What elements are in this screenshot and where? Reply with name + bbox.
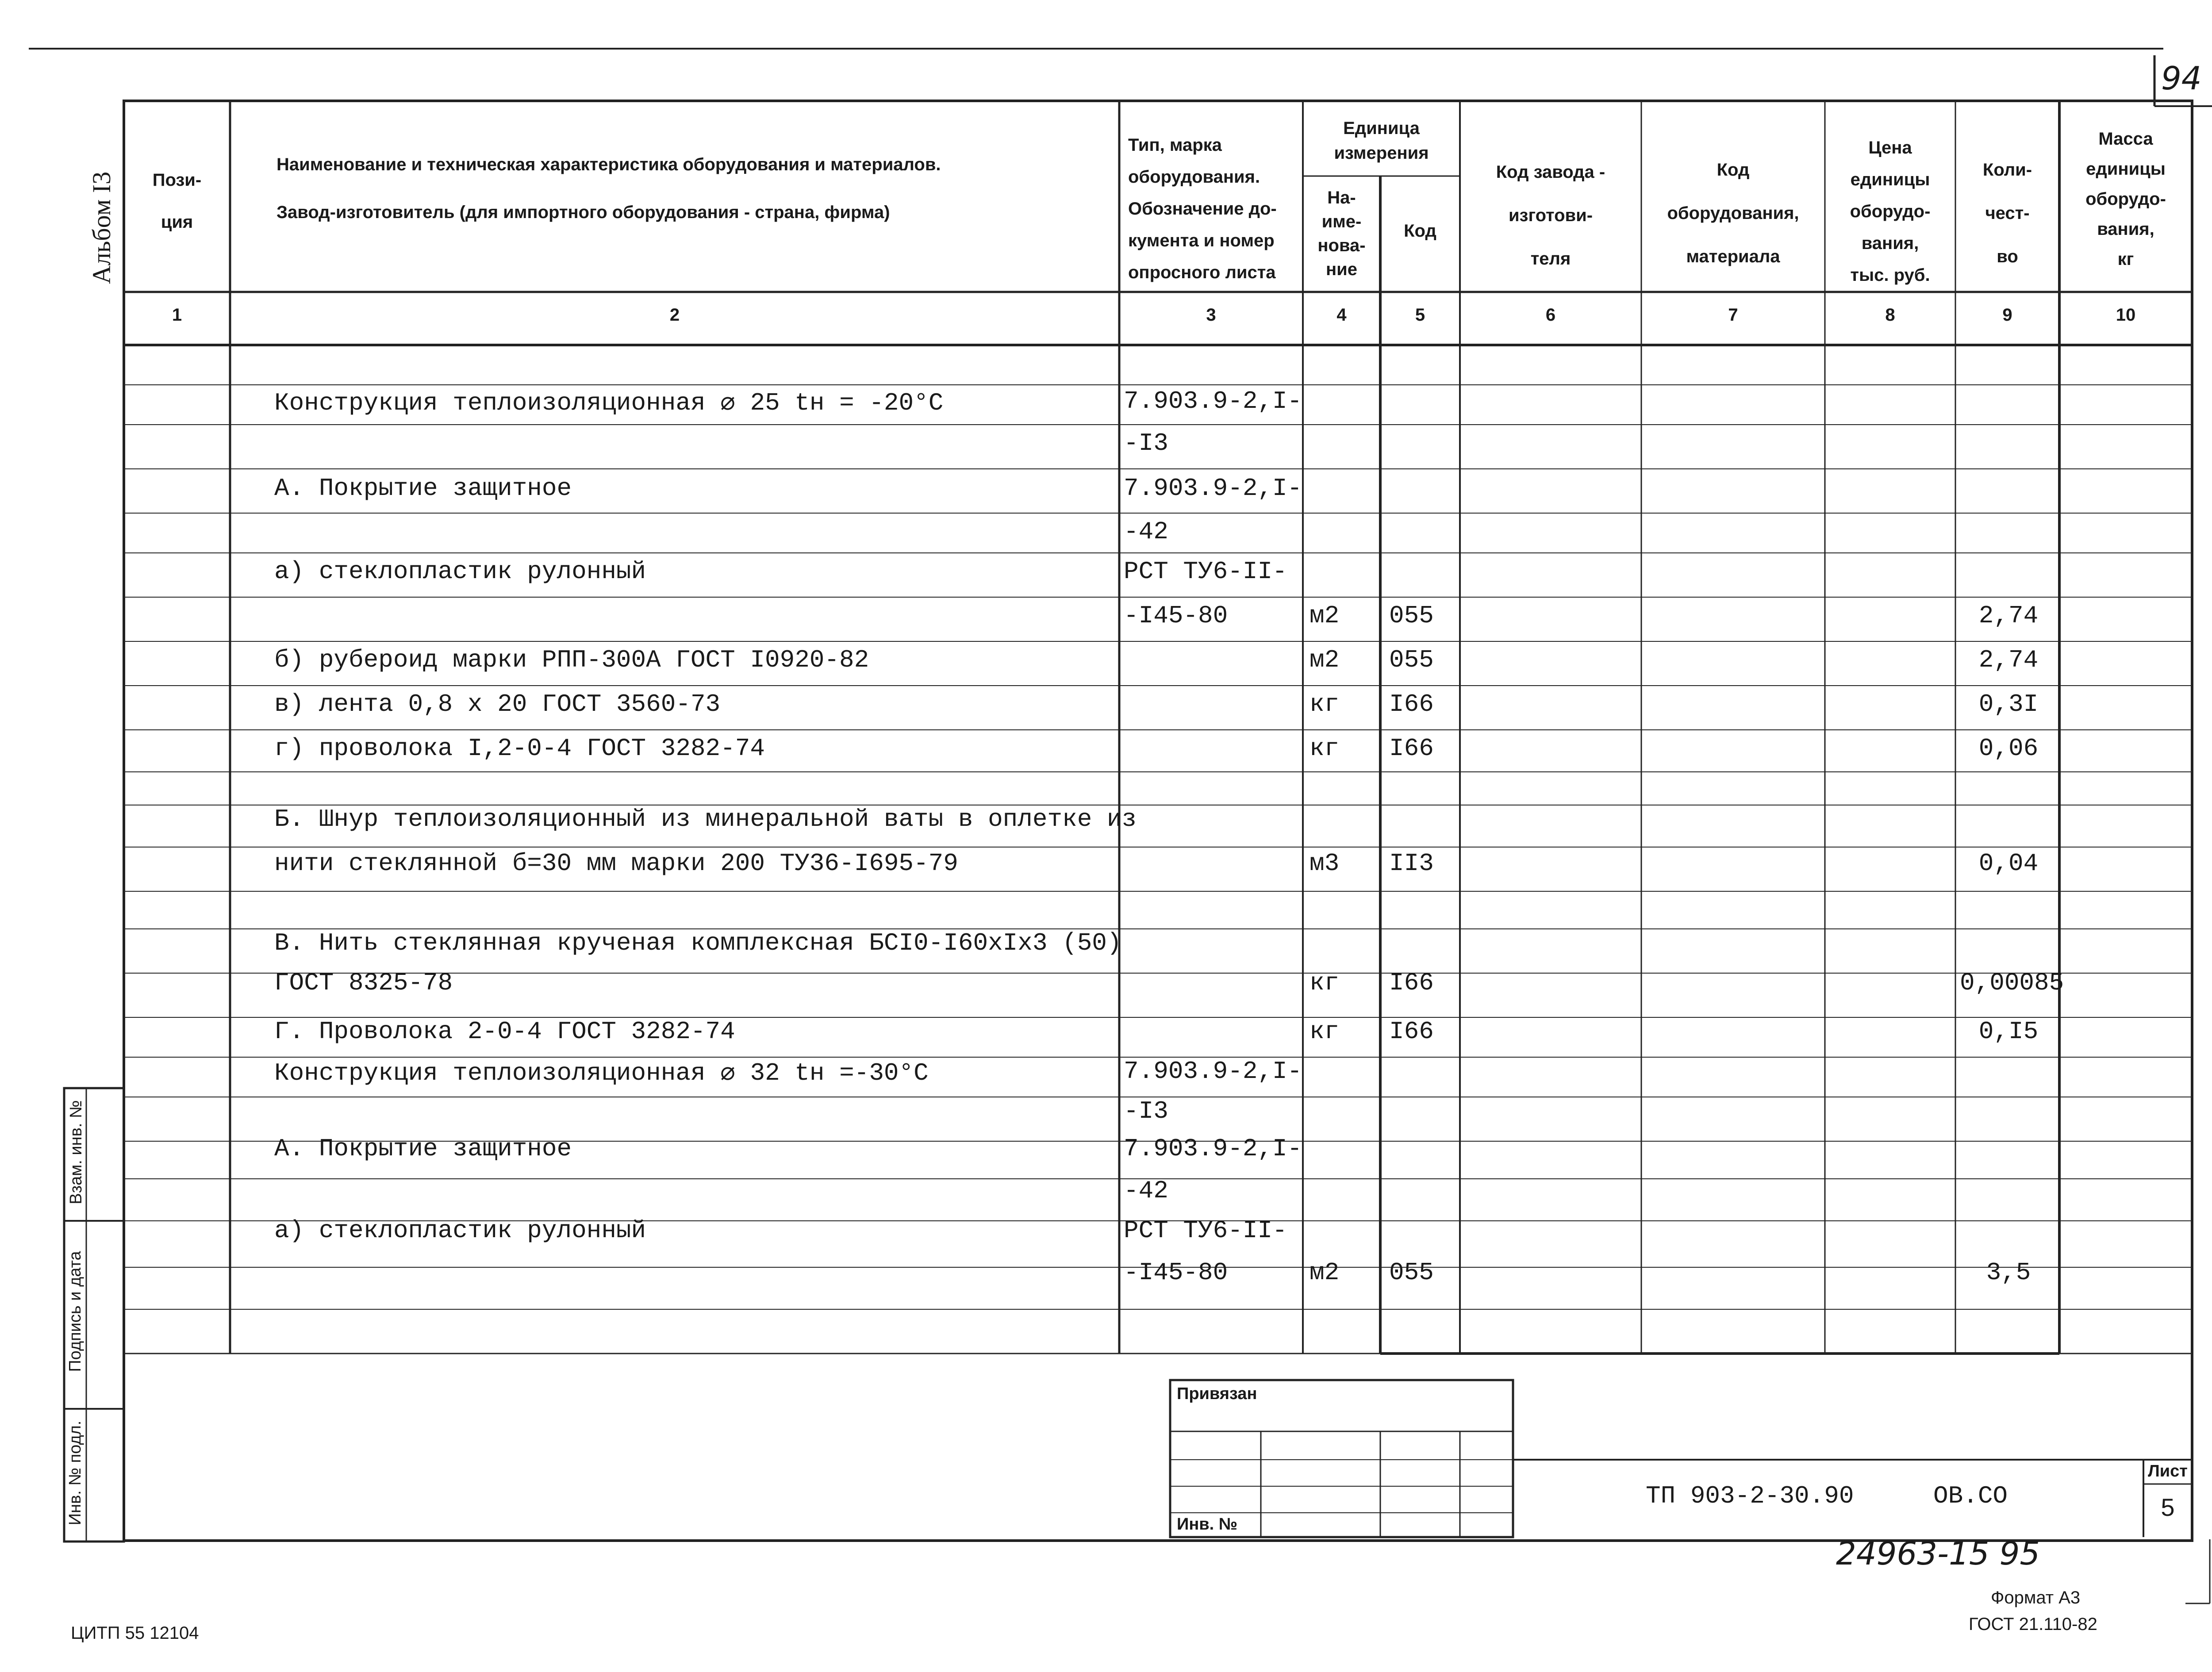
- column-number: 6: [1545, 305, 1556, 325]
- row-document: 7.903.9-2,I-: [1124, 1135, 1302, 1163]
- row-document: 7.903.9-2,I-: [1124, 474, 1302, 502]
- row-unit: кг: [1310, 690, 1340, 718]
- column-number: 7: [1728, 305, 1738, 325]
- list-number: 5: [2161, 1493, 2175, 1521]
- row-name: Конструкция теплоизоляционная ⌀ 32 tн =-30°C: [274, 1059, 929, 1087]
- header-manufacturer: Завод-изготовитель (для импортного оборудования - страна, фирма): [276, 203, 890, 222]
- row-name: Конструкция теплоизоляционная ⌀ 25 tн = -20°C: [274, 389, 944, 417]
- row-unit: м3: [1310, 849, 1340, 878]
- side-label-vzam: Взам. инв. №: [67, 1100, 85, 1204]
- row-name: г) проволока I,2-0-4 ГОСТ 3282-74: [274, 734, 765, 763]
- row-name: А. Покрытие защитное: [274, 1135, 572, 1163]
- row-unit: кг: [1310, 1017, 1340, 1046]
- column-number: 3: [1206, 305, 1216, 325]
- row-name: а) стеклопластик рулонный: [274, 1216, 646, 1245]
- stamp-inv-no: Инв. №: [1177, 1515, 1238, 1534]
- row-quantity: 0,06: [1978, 734, 2039, 763]
- row-unit-code: II3: [1389, 849, 1434, 878]
- row-document: 7.903.9-2,I-: [1124, 387, 1302, 415]
- row-document: -42: [1124, 518, 1168, 546]
- row-quantity: 0,I5: [1978, 1017, 2039, 1046]
- row-unit-code: 055: [1389, 646, 1434, 674]
- header-unit-name: На- име- нова- ние: [1317, 188, 1366, 279]
- row-document: -I45-80: [1124, 602, 1228, 630]
- album-label: Альбом I3: [87, 171, 116, 284]
- row-document: -42: [1124, 1177, 1168, 1205]
- header-equipment-code: Код оборудования, материала: [1667, 160, 1799, 266]
- row-name: б) рубероид марки РПП-300А ГОСТ I0920-82: [274, 646, 869, 674]
- row-document: РСТ ТУ6-II-: [1124, 557, 1287, 586]
- row-name: Б. Шнур теплоизоляционный из минеральной ваты в оплетке из: [274, 805, 1137, 833]
- row-name: в) лента 0,8 х 20 ГОСТ 3560-73: [274, 690, 721, 718]
- row-unit: м2: [1310, 602, 1340, 630]
- column-number: 5: [1415, 305, 1425, 325]
- row-unit: м2: [1310, 646, 1340, 674]
- row-document: -I3: [1124, 429, 1168, 457]
- side-label-inv-podl: Инв. № подл.: [66, 1420, 84, 1526]
- gost-label: ГОСТ 21.110-82: [1969, 1614, 2097, 1634]
- row-unit-code: 055: [1389, 1258, 1434, 1287]
- corner-sheet-number: 94: [2161, 60, 2202, 97]
- column-number: 10: [2116, 305, 2136, 325]
- handwritten-inventory-number: 24963-15 95: [1836, 1535, 2040, 1572]
- row-quantity: 0,04: [1978, 849, 2039, 878]
- header-mass: Масса единицы оборудо- вания, кг: [2085, 129, 2166, 269]
- row-unit: м2: [1310, 1258, 1340, 1287]
- row-quantity: 0,3I: [1978, 690, 2039, 718]
- column-number: 9: [2002, 305, 2012, 325]
- row-name: А. Покрытие защитное: [274, 474, 572, 502]
- column-number: 2: [669, 305, 680, 325]
- header-price: Цена единицы оборудо- вания, тыс. руб.: [1850, 138, 1931, 285]
- row-name: а) стеклопластик рулонный: [274, 557, 646, 586]
- document-code: ТП 903-2-30.90: [1646, 1482, 1854, 1510]
- row-document: 7.903.9-2,I-: [1124, 1057, 1302, 1085]
- row-unit-code: I66: [1389, 734, 1434, 763]
- row-name: ГОСТ 8325-78: [274, 969, 453, 997]
- row-unit-code: I66: [1389, 690, 1434, 718]
- header-type: Тип, марка оборудования. Обозначение до- кумента и номер опросного листа: [1128, 135, 1277, 282]
- row-unit: кг: [1310, 734, 1340, 763]
- column-number: 8: [1885, 305, 1895, 325]
- header-quantity: Коли- чест- во: [1982, 160, 2032, 266]
- column-number: 4: [1336, 305, 1347, 325]
- format-label: Формат А3: [1991, 1588, 2081, 1607]
- row-name: В. Нить стеклянная крученая комплексная БСI0-I60хIх3 (50): [274, 929, 1122, 957]
- row-document: РСТ ТУ6-II-: [1124, 1216, 1287, 1245]
- row-quantity: 2,74: [1978, 646, 2039, 674]
- header-factory-code: Код завода - изготови- теля: [1496, 162, 1605, 268]
- side-label-podpis: Подпись и дата: [66, 1251, 84, 1372]
- row-unit-code: I66: [1389, 969, 1434, 997]
- column-number: 1: [172, 305, 182, 325]
- row-name: нити стеклянной б=30 мм марки 200 ТУ36-I695-79: [274, 849, 958, 878]
- row-document: -I3: [1124, 1097, 1168, 1125]
- row-unit-code: I66: [1389, 1017, 1434, 1046]
- list-label: Лист: [2148, 1462, 2188, 1480]
- row-quantity: 3,5: [1986, 1258, 2031, 1287]
- header-unit: Единица измерения: [1334, 119, 1429, 163]
- row-quantity: 2,74: [1978, 602, 2039, 630]
- row-quantity: 0,00085: [1960, 969, 2064, 997]
- header-unit-code: Код: [1404, 221, 1436, 241]
- row-name: Г. Проволока 2-0-4 ГОСТ 3282-74: [274, 1017, 735, 1046]
- printer-code: ЦИТП 55 12104: [71, 1623, 199, 1643]
- row-document: -I45-80: [1124, 1258, 1228, 1287]
- row-unit: кг: [1310, 969, 1340, 997]
- stamp-privyazan: Привязан: [1177, 1384, 1257, 1403]
- header-position: Пози- ция: [152, 170, 202, 232]
- header-name: Наименование и техническая характеристика оборудования и материалов.: [276, 155, 941, 174]
- document-suffix: ОВ.СО: [1933, 1482, 2008, 1510]
- row-unit-code: 055: [1389, 602, 1434, 630]
